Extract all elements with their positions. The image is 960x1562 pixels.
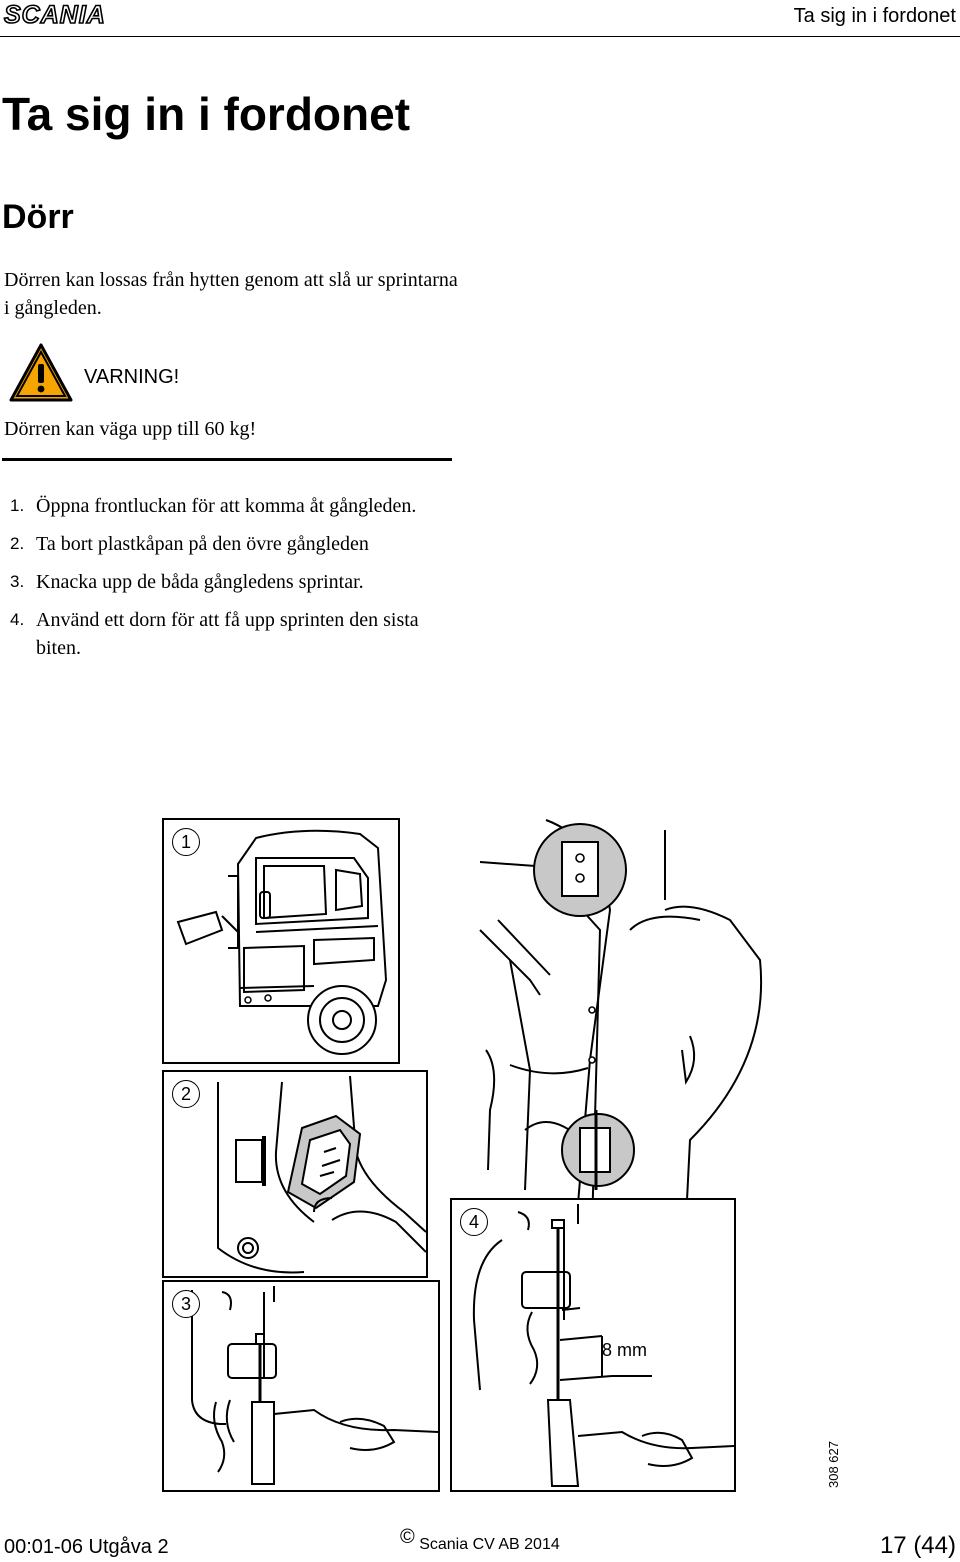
step-item [10,568,450,596]
figure-panel-2 [162,1070,428,1278]
truck-cab-illustration [164,820,398,1062]
intro-paragraph: Dörren kan lossas från hytten genom att slå ur sprintarna i gångleden. [4,269,458,319]
figure-id: 308 627 [826,1441,841,1488]
panel-label: 2 [172,1080,200,1108]
warning-divider [2,458,452,461]
step-number: 3. [10,572,25,591]
steps-list [10,492,450,672]
figure-panel-1 [162,818,400,1064]
step-item [10,606,450,662]
svg-text:SCANIA: SCANIA [4,2,106,26]
step-text: Knacka upp de båda gångledens sprintar. [36,571,364,593]
cover-removal-illustration [164,1072,426,1276]
page-title: Ta sig in i fordonet [2,88,411,140]
scania-logo [2,2,152,26]
footer-page-number: 17 (44) [879,1532,956,1559]
copyright-symbol: © [400,1526,415,1548]
page-header [0,0,960,38]
door-hinge-illustration [470,810,960,1250]
warning-text: Dörren kan väga upp till 60 kg! [4,418,257,440]
figure-panel-4 [450,1198,736,1492]
step-number: 4. [10,610,25,629]
warning-label: VARNING! [84,366,180,388]
pin-knocking-illustration [164,1282,438,1490]
warning-triangle-icon [8,342,74,404]
section-title: Dörr [2,198,74,236]
step-text: Använd ett dorn för att få upp sprinten den sista biten. [36,609,419,659]
step-item [10,492,450,520]
footer-copyright [400,1526,560,1553]
step-item [10,530,450,558]
step-text: Ta bort plastkåpan på den övre gångleden [36,533,369,555]
step-number: 2. [10,534,25,553]
header-divider [0,36,960,37]
panel-label: 3 [172,1290,200,1318]
copyright-text: Scania CV AB 2014 [419,1536,560,1553]
panel-label: 1 [172,828,200,856]
header-title: Ta sig in i fordonet [793,5,956,27]
figure-panel-3 [162,1280,440,1492]
drift-punch-illustration [452,1200,734,1490]
step-number: 1. [10,496,25,515]
footer-doc-ref: 00:01-06 Utgåva 2 [4,1536,169,1558]
step-text: Öppna frontluckan för att komma åt gångleden. [36,495,417,517]
dimension-label: 8 mm [602,1340,647,1360]
panel-label: 4 [460,1208,488,1236]
